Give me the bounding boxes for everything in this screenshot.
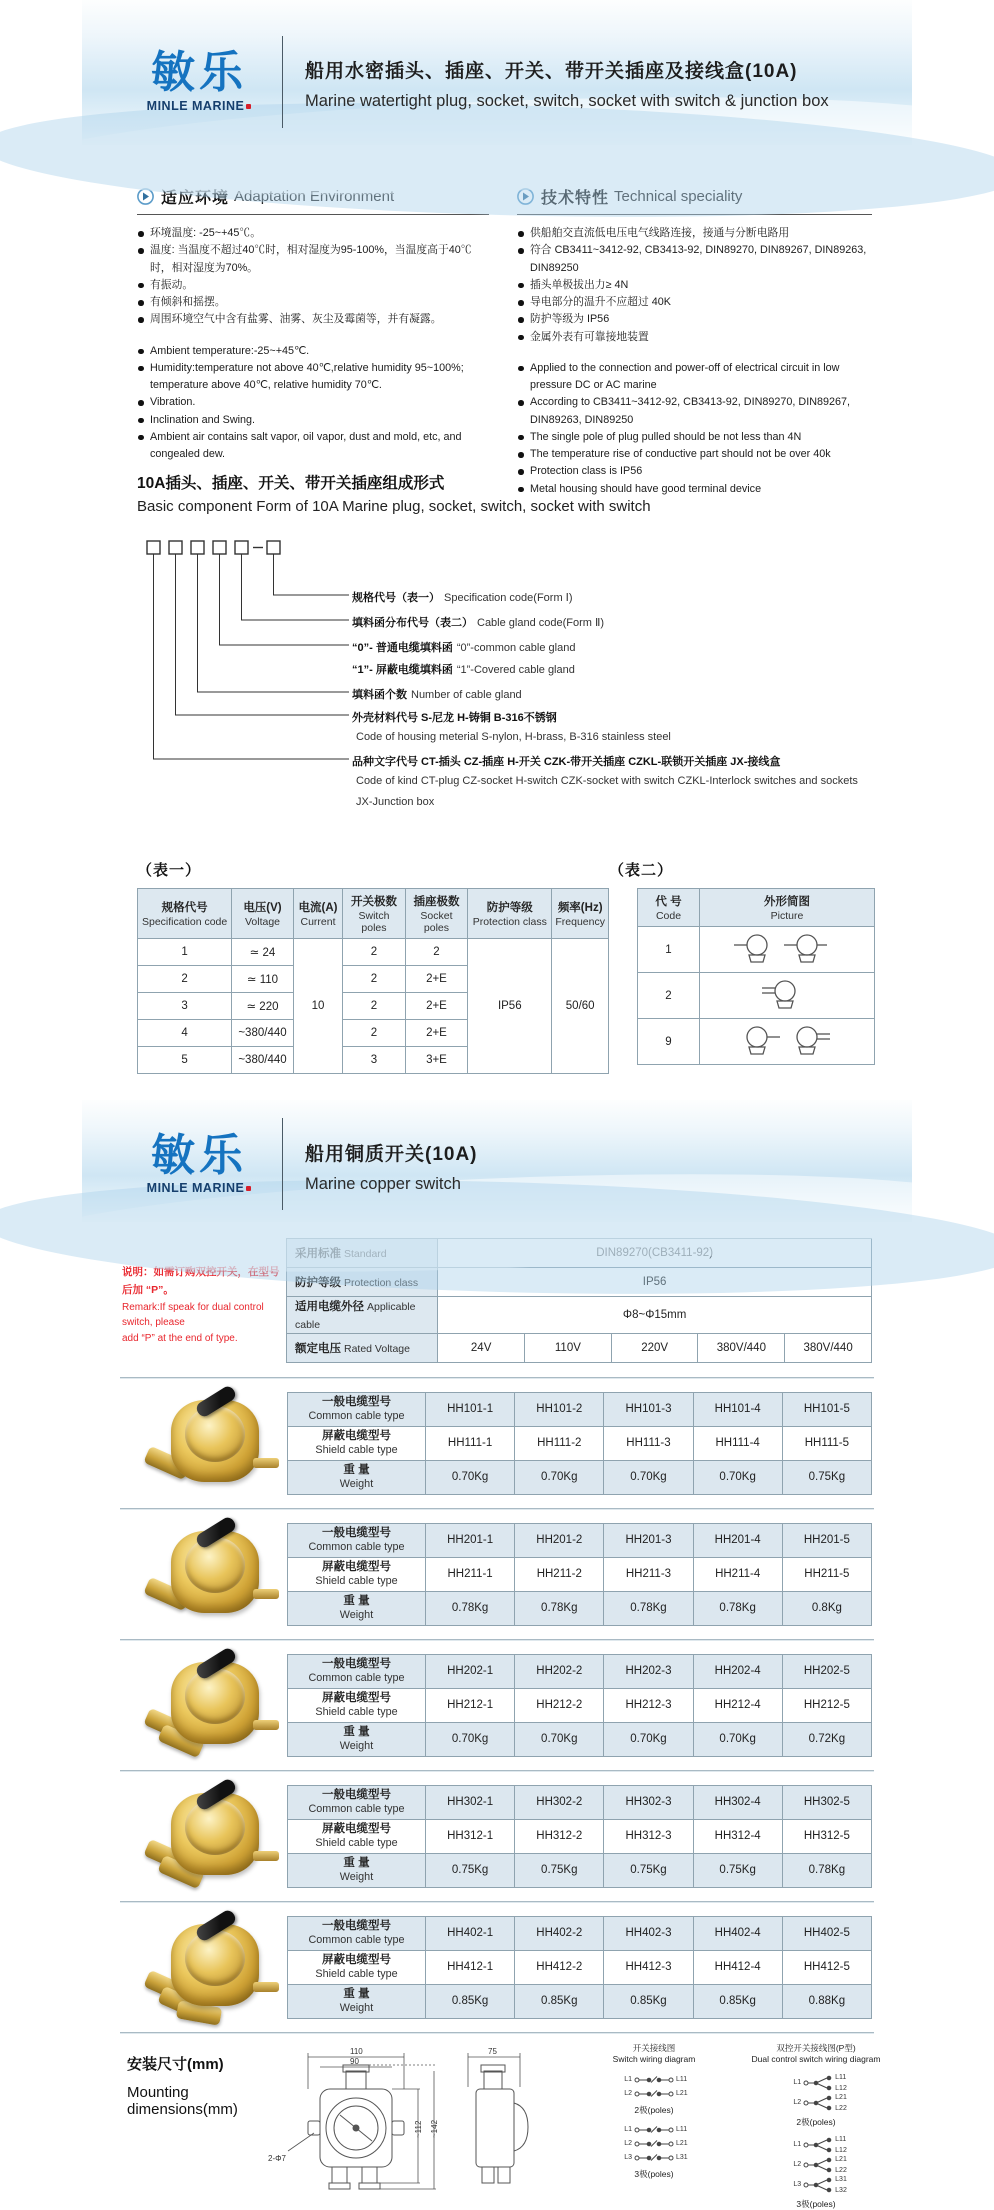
bullet-item: Ambient air contains salt vapor, oil vapor, dust and mold, etc, and congealed dew. (137, 429, 489, 464)
table-row: 重 量 Weight 0.85Kg 0.85Kg 0.85Kg 0.85Kg 0.88Kg (288, 1984, 872, 2018)
bullet-item: 符合 CB3411~3412-92, CB3413-92, DIN89270, DIN89267, DIN89263, DIN89250 (517, 242, 872, 277)
technical-bullets-en (517, 360, 872, 498)
weight-cell: 0.78Kg (426, 1591, 515, 1625)
model-cell: HH302-3 (604, 1785, 693, 1819)
svg-text:~112: ~112 (414, 2120, 423, 2138)
weight-cell: 0.88Kg (782, 1984, 871, 2018)
gland-layout-diagram (722, 976, 852, 1012)
table-row: 重 量 Weight 0.75Kg 0.75Kg 0.75Kg 0.75Kg 0.78Kg (288, 1853, 872, 1887)
logo-en-text: MINLE MARINE (140, 1181, 258, 1195)
logo-red-dot (246, 1186, 251, 1191)
cell: 2 (343, 939, 405, 966)
switch-rim (185, 1930, 245, 1986)
dual-switch-symbol (803, 2136, 833, 2154)
bullet-item: The temperature rise of conductive part should not be over 40k (517, 446, 872, 463)
voltage-value: 220V (611, 1334, 698, 1363)
page-title-cn: 船用水密插头、插座、开关、带开关插座及接线盒(10A) (305, 61, 798, 82)
weight-cell: 0.70Kg (515, 1460, 604, 1494)
weight-cell: 0.70Kg (426, 1722, 515, 1756)
model-cell: HH101-4 (693, 1392, 782, 1426)
switch-rim (185, 1668, 245, 1724)
cell: 2 (138, 966, 232, 993)
weight-cell: 0.85Kg (515, 1984, 604, 2018)
product-table (287, 1523, 872, 1626)
svg-text:~142: ~142 (430, 2119, 439, 2138)
header-band-1 (82, 0, 912, 145)
code-label: 填料函分布代号（表二） Cable gland code(Form Ⅱ) (352, 617, 605, 629)
form1-caption: （表一） (137, 862, 202, 879)
poles-label: 3极(poles) (796, 2198, 836, 2209)
switch-symbol (634, 2075, 674, 2085)
model-cell: HH302-1 (426, 1785, 515, 1819)
model-cell: HH402-3 (604, 1916, 693, 1950)
model-cell: HH211-3 (604, 1557, 693, 1591)
form1-block (137, 859, 609, 1074)
switch-photo (137, 1519, 287, 1629)
bullet-item: 周围环境空气中含有盐雾、油雾、灰尘及霉菌等，并有凝露。 (137, 311, 489, 328)
bullet-item: 有振动。 (137, 277, 489, 294)
component-title-en: Basic component Form of 10A Marine plug, socket, switch, socket with switch (137, 498, 651, 515)
logo-red-dot (246, 104, 251, 109)
table-row: 一般电缆型号 Common cable type HH302-1 HH302-2 HH302-3 HH302-4 HH302-5 (288, 1785, 872, 1819)
cell: 3 (138, 993, 232, 1020)
bullet-item: 插头单极拔出力≥ 4N (517, 277, 872, 294)
model-cell: HH101-2 (515, 1392, 604, 1426)
page-title-en: Marine watertight plug, socket, switch, socket with switch & junction box (305, 92, 829, 110)
switch-symbol (634, 2089, 674, 2099)
bullet-item: 环境温度: -25~+45℃。 (137, 225, 489, 242)
table-row: 一般电缆型号 Common cable type HH402-1 HH402-2 HH402-3 HH402-4 HH402-5 (288, 1916, 872, 1950)
svg-text:75: 75 (488, 2047, 497, 2056)
dual-switch-symbol (803, 2156, 833, 2174)
technical-bullets-cn (517, 225, 872, 346)
weight-cell: 0.78Kg (782, 1853, 871, 1887)
mounting-lug (253, 1720, 279, 1730)
cell: 1 (638, 927, 700, 973)
bullet-item: Inclination and Swing. (137, 412, 489, 429)
weight-cell: 0.70Kg (515, 1722, 604, 1756)
col-header: 频率(Hz) (557, 902, 603, 914)
poles-label: 3极(poles) (634, 2168, 674, 2179)
model-cell: HH201-2 (515, 1523, 604, 1557)
model-cell: HH201-3 (604, 1523, 693, 1557)
weight-cell: 0.85Kg (604, 1984, 693, 2018)
svg-text:90: 90 (350, 2057, 359, 2066)
code-label: Code of housing meterial S-nylon, H-brass, B-316 stainless steel (356, 731, 671, 743)
adaptation-bullets-en (137, 343, 489, 464)
cell-current: 10 (293, 939, 343, 1074)
model-cell: HH402-2 (515, 1916, 604, 1950)
code-label: 填料函个数 Number of cable gland (352, 689, 522, 701)
mounting-lug (253, 1458, 279, 1468)
code-label: 规格代号（表一） Specification code(Form Ⅰ) (352, 592, 573, 604)
switch-wiring-diagram: 开关接线图 Switch wiring diagram L1 L11 L2 L21 2极(poles) L1 L11 L2 L21 L3 L31 3极(poles) (578, 2043, 730, 2210)
model-cell: HH412-1 (426, 1950, 515, 1984)
table-row: 重 量 Weight 0.78Kg 0.78Kg 0.78Kg 0.78Kg 0.8Kg (288, 1591, 872, 1625)
dimension-drawing (258, 2043, 558, 2201)
table-row: 屏蔽电缆型号 Shield cable type HH212-1 HH212-2 HH212-3 HH212-4 HH212-5 (288, 1688, 872, 1722)
model-cell: HH312-4 (693, 1819, 782, 1853)
mounting-title-cn: 安装尺寸(mm) (127, 2056, 224, 2073)
logo-en-text: MINLE MARINE (140, 99, 258, 113)
model-cell: HH202-1 (426, 1654, 515, 1688)
cell: ≃ 220 (232, 993, 293, 1020)
section2-title-en: Marine copper switch (305, 1174, 461, 1193)
protection-value: IP56 (438, 1268, 872, 1297)
model-cell: HH312-3 (604, 1819, 693, 1853)
model-cell: HH111-5 (782, 1426, 871, 1460)
poles-label: 2极(poles) (634, 2104, 674, 2115)
model-cell: HH212-2 (515, 1688, 604, 1722)
model-cell: HH412-3 (604, 1950, 693, 1984)
switch-photo (137, 1912, 287, 2022)
table-row: 重 量 Weight 0.70Kg 0.70Kg 0.70Kg 0.70Kg 0.75Kg (288, 1460, 872, 1494)
wiring-3pole: L1 L11 L2 L21 L3 L31 3极(poles) (578, 2123, 730, 2180)
weight-cell: 0.85Kg (693, 1984, 782, 2018)
model-cell: HH101-3 (604, 1392, 693, 1426)
model-cell: HH312-5 (782, 1819, 871, 1853)
model-cell: HH202-5 (782, 1654, 871, 1688)
weight-cell: 0.78Kg (604, 1591, 693, 1625)
form1-table: 规格代号 Specification code 电压(V) Voltage 电流(A) Current 开关极数 Switch poles 插座极数 Socket poles 防护等级 Protection class 频率(Hz) Frequency 1 ≃ 24 10 2 2 IP56 50/60 2 ≃ 110 2 2+E 3 ≃ 220 2 2+E 4 ~380/440 2 2+E 5 ~380/440 3 3+E (137, 888, 609, 1074)
voltage-value: 380V/440 (698, 1334, 785, 1363)
switch-rim (185, 1799, 245, 1855)
component-form-section (137, 471, 872, 833)
product-table (287, 1785, 872, 1888)
model-cell: HH111-3 (604, 1426, 693, 1460)
model-cell: HH202-4 (693, 1654, 782, 1688)
header-divider (282, 36, 283, 128)
form2-table: 代 号 Code 外形简图 Picture 1 2 9 (637, 888, 875, 1065)
mounting-section (127, 2043, 892, 2210)
cell: ~380/440 (232, 1020, 293, 1047)
product-block-hh302 (137, 1771, 874, 1901)
component-title-cn: 10A插头、插座、开关、带开关插座组成形式 (137, 475, 445, 492)
remark-cn: 说明：如需订购双控开关，在型号后加 “P”。 (122, 1266, 280, 1296)
technical-section (517, 185, 872, 495)
form2-caption: （表二） (609, 862, 674, 879)
poles-label: 2极(poles) (796, 2116, 836, 2127)
weight-cell: 0.85Kg (426, 1984, 515, 2018)
voltage-value: 24V (438, 1334, 525, 1363)
model-cell: HH201-4 (693, 1523, 782, 1557)
code-label: 外壳材料代号 S-尼龙 H-铸铜 B-316不锈钢 (352, 712, 557, 724)
table-row: 屏蔽电缆型号 Shield cable type HH412-1 HH412-2 HH412-3 HH412-4 HH412-5 (288, 1950, 872, 1984)
model-cell: HH312-2 (515, 1819, 604, 1853)
product-table (287, 1916, 872, 2019)
code-label: “0”- 普通电缆填料函 “0”-common cable gland (352, 642, 576, 654)
code-label: “1”- 屏蔽电缆填料函 “1”-Covered cable gland (352, 664, 575, 676)
cell: ≃ 24 (232, 939, 293, 966)
gland-layout-diagram (722, 1022, 852, 1058)
svg-text:2-Φ7: 2-Φ7 (268, 2154, 286, 2163)
product-block-hh202 (137, 1640, 874, 1770)
adaptation-bullets-cn (137, 225, 489, 329)
weight-cell: 0.70Kg (693, 1722, 782, 1756)
model-cell: HH111-4 (693, 1426, 782, 1460)
model-cell: HH302-4 (693, 1785, 782, 1819)
bullet-item: Ambient temperature:-25~+45℃. (137, 343, 489, 360)
type-code-lines (137, 537, 351, 827)
bullet-item: Protection class is IP56 (517, 463, 872, 480)
model-cell: HH201-1 (426, 1523, 515, 1557)
switch-rim (185, 1406, 245, 1462)
weight-cell: 0.70Kg (426, 1460, 515, 1494)
table-row: 防护等级 Protection class IP56 (287, 1268, 872, 1297)
cell: 2 (343, 1020, 405, 1047)
switch-symbol (634, 2125, 674, 2135)
bullet-item: 温度: 当温度不超过40℃时，相对湿度为95-100%，当温度高于40℃时，相对湿度为70%。 (137, 242, 489, 277)
separator-line (120, 2032, 874, 2033)
code-label: Code of kind CT-plug CZ-socket H-switch CZK-socket with switch CZKL-Interlock switches and sockets (356, 775, 858, 787)
weight-cell: 0.70Kg (693, 1460, 782, 1494)
col-header: 外形简图 (764, 896, 810, 908)
col-header: 开关极数 (350, 896, 397, 908)
model-cell: HH412-5 (782, 1950, 871, 1984)
voltage-value: 380V/440 (785, 1334, 872, 1363)
brand-logo (140, 1130, 258, 1196)
model-cell: HH302-2 (515, 1785, 604, 1819)
table-row: 一般电缆型号 Common cable type HH101-1 HH101-2 HH101-3 HH101-4 HH101-5 (288, 1392, 872, 1426)
weight-cell: 0.8Kg (782, 1591, 871, 1625)
weight-cell: 0.72Kg (782, 1722, 871, 1756)
model-cell: HH101-5 (782, 1392, 871, 1426)
model-cell: HH412-2 (515, 1950, 604, 1984)
cell-frequency: 50/60 (552, 939, 609, 1074)
mounting-lug (253, 1851, 279, 1861)
model-cell: HH402-4 (693, 1916, 782, 1950)
bullet-item: The single pole of plug pulled should be not less than 4N (517, 429, 872, 446)
model-cell: HH211-5 (782, 1557, 871, 1591)
cell: ~380/440 (232, 1047, 293, 1074)
cell: 3+E (405, 1047, 468, 1074)
bullet-item: 有倾斜和摇摆。 (137, 294, 489, 311)
cell: 2 (343, 993, 405, 1020)
table-row: 额定电压 Rated Voltage 24V 110V 220V 380V/440 380V/440 (287, 1334, 872, 1363)
bullet-item: Metal housing should have good terminal device (517, 481, 872, 498)
weight-cell: 0.75Kg (515, 1853, 604, 1887)
model-cell: HH312-1 (426, 1819, 515, 1853)
col-header: 电流(A) (298, 902, 338, 914)
bullet-item: 防护等级为 IP56 (517, 311, 872, 328)
model-cell: HH111-2 (515, 1426, 604, 1460)
cell-protection: IP56 (468, 939, 552, 1074)
bullet-item: Applied to the connection and power-off of electrical circuit in low pressure DC or AC marine (517, 360, 872, 395)
weight-cell: 0.70Kg (604, 1722, 693, 1756)
cell: 2 (343, 966, 405, 993)
wiring-3pole: L1 L11 L12 L2 L21 L22 L3 L31 L32 3极(poles) (740, 2135, 892, 2210)
dual-switch-symbol (803, 2074, 833, 2092)
bullet-item: Vibration. (137, 394, 489, 411)
table-row: 重 量 Weight 0.70Kg 0.70Kg 0.70Kg 0.70Kg 0.72Kg (288, 1722, 872, 1756)
model-cell: HH211-2 (515, 1557, 604, 1591)
adaptation-section (137, 185, 489, 461)
table-row (138, 939, 609, 966)
bullet-item: Humidity:temperature not above 40℃,relative humidity 95~100%; temperature above 40℃, relative humidity 70℃. (137, 360, 489, 395)
header-divider (282, 1118, 283, 1210)
table-row: 屏蔽电缆型号 Shield cable type HH111-1 HH111-2 HH111-3 HH111-4 HH111-5 (288, 1426, 872, 1460)
weight-cell: 0.75Kg (604, 1853, 693, 1887)
model-cell: HH212-3 (604, 1688, 693, 1722)
bullet-item: 导电部分的温升不应超过 40K (517, 294, 872, 311)
table-row (638, 927, 875, 973)
section2-title-cn: 船用铜质开关(10A) (305, 1143, 478, 1165)
dual-switch-symbol (803, 2094, 833, 2112)
svg-text:110: 110 (350, 2047, 363, 2056)
weight-cell: 0.75Kg (693, 1853, 782, 1887)
section-title-en: Adaptation Environment (234, 188, 395, 205)
weight-cell: 0.78Kg (693, 1591, 782, 1625)
switch-rim (185, 1537, 245, 1593)
table-row: 屏蔽电缆型号 Shield cable type HH312-1 HH312-2 HH312-3 HH312-4 HH312-5 (288, 1819, 872, 1853)
product-block-hh201 (137, 1509, 874, 1639)
table-row: 适用电缆外径 Applicable cable Φ8~Φ15mm (287, 1297, 872, 1334)
switch-photo (137, 1388, 287, 1498)
switch-symbol (634, 2153, 674, 2163)
mounting-title-en: Mounting dimensions(mm) (127, 2084, 238, 2118)
col-header: 代 号 (655, 896, 682, 908)
cell: 3 (343, 1047, 405, 1074)
weight-cell: 0.75Kg (782, 1460, 871, 1494)
mounting-lug (253, 1589, 279, 1599)
model-cell: HH402-5 (782, 1916, 871, 1950)
col-header: 插座极数 (413, 896, 460, 908)
cable-size-value: Φ8~Φ15mm (438, 1297, 872, 1334)
model-cell: HH101-1 (426, 1392, 515, 1426)
col-header: 防护等级 (486, 902, 533, 914)
dual-switch-symbol (803, 2176, 833, 2194)
model-cell: HH211-1 (426, 1557, 515, 1591)
model-cell: HH202-2 (515, 1654, 604, 1688)
switch-photo (137, 1650, 287, 1760)
product-block-hh101 (137, 1378, 874, 1508)
model-cell: HH211-4 (693, 1557, 782, 1591)
section-title-en: Technical speciality (614, 188, 743, 205)
model-cell: HH412-4 (693, 1950, 782, 1984)
table-row: 一般电缆型号 Common cable type HH202-1 HH202-2 HH202-3 HH202-4 HH202-5 (288, 1654, 872, 1688)
gland-layout-diagram (722, 930, 852, 966)
weight-cell: 0.70Kg (604, 1460, 693, 1494)
header-band-2 (82, 1100, 912, 1222)
type-code-diagram (137, 537, 872, 833)
brand-logo (140, 50, 258, 112)
product-block-hh402 (137, 1902, 874, 2032)
weight-cell: 0.78Kg (515, 1591, 604, 1625)
section-title-cn: 技术特性 (541, 190, 610, 207)
cell: 2+E (405, 1020, 468, 1047)
wiring-2pole: L1 L11 L12 L2 L21 L22 2极(poles) (740, 2073, 892, 2128)
product-table (287, 1654, 872, 1757)
col-header: 规格代号 (161, 902, 208, 914)
model-cell: HH212-1 (426, 1688, 515, 1722)
col-header: 电压(V) (243, 902, 282, 914)
model-cell: HH302-5 (782, 1785, 871, 1819)
logo-cn-text: 敏乐 (151, 1130, 247, 1180)
table-row (638, 973, 875, 1019)
logo-cn-text: 敏乐 (151, 48, 247, 98)
switch-symbol (634, 2139, 674, 2149)
model-cell: HH402-1 (426, 1916, 515, 1950)
model-cell: HH111-1 (426, 1426, 515, 1460)
section-title-cn: 适应环境 (161, 190, 230, 207)
dual-wiring-diagram: 双控开关接线图(P型) Dual control switch wiring diagram L1 L11 L12 L2 L21 L22 2极(poles) L1 L11 L12 L2 L21 L22 L3 L31 L32 3极(poles) (740, 2043, 892, 2210)
cell: 5 (138, 1047, 232, 1074)
cell: 2 (405, 939, 468, 966)
model-cell: HH202-3 (604, 1654, 693, 1688)
wiring-diagrams (568, 2043, 892, 2210)
wiring-2pole: L1 L11 L2 L21 2极(poles) (578, 2073, 730, 2116)
mounting-lug (253, 1982, 279, 1992)
voltage-value: 110V (525, 1334, 612, 1363)
bullet-item: 金属外表有可靠接地装置 (517, 329, 872, 346)
weight-cell: 0.75Kg (426, 1853, 515, 1887)
code-label: 品种文字代号 CT-插头 CZ-插座 H-开关 CZK-带开关插座 CZKL-联锁开关插座 JX-接线盒 (352, 756, 781, 768)
remark-en: Remark:If speak for dual control switch, please add “P” at the end of type. (122, 1301, 264, 1344)
code-label: JX-Junction box (356, 796, 435, 808)
bullet-item: 供船舶交直流低电压电气线路连接，接通与分断电路用 (517, 225, 872, 242)
table-row: 屏蔽电缆型号 Shield cable type HH211-1 HH211-2 HH211-3 HH211-4 HH211-5 (288, 1557, 872, 1591)
model-cell: HH212-4 (693, 1688, 782, 1722)
cell: 2 (638, 973, 700, 1019)
cell: 2+E (405, 966, 468, 993)
cell: ≃ 110 (232, 966, 293, 993)
bullet-item: According to CB3411~3412-92, CB3413-92, DIN89270, DIN89267, DIN89263, DIN89250 (517, 394, 872, 429)
cell: 4 (138, 1020, 232, 1047)
product-table (287, 1392, 872, 1495)
model-cell: HH201-5 (782, 1523, 871, 1557)
cell: 9 (638, 1019, 700, 1065)
table-row: 一般电缆型号 Common cable type HH201-1 HH201-2 HH201-3 HH201-4 HH201-5 (288, 1523, 872, 1557)
switch-photo (137, 1781, 287, 1891)
cell: 1 (138, 939, 232, 966)
catalog-page (82, 0, 912, 2209)
form2-block (609, 859, 875, 1074)
cell: 2+E (405, 993, 468, 1020)
table-row (638, 1019, 875, 1065)
model-cell: HH212-5 (782, 1688, 871, 1722)
